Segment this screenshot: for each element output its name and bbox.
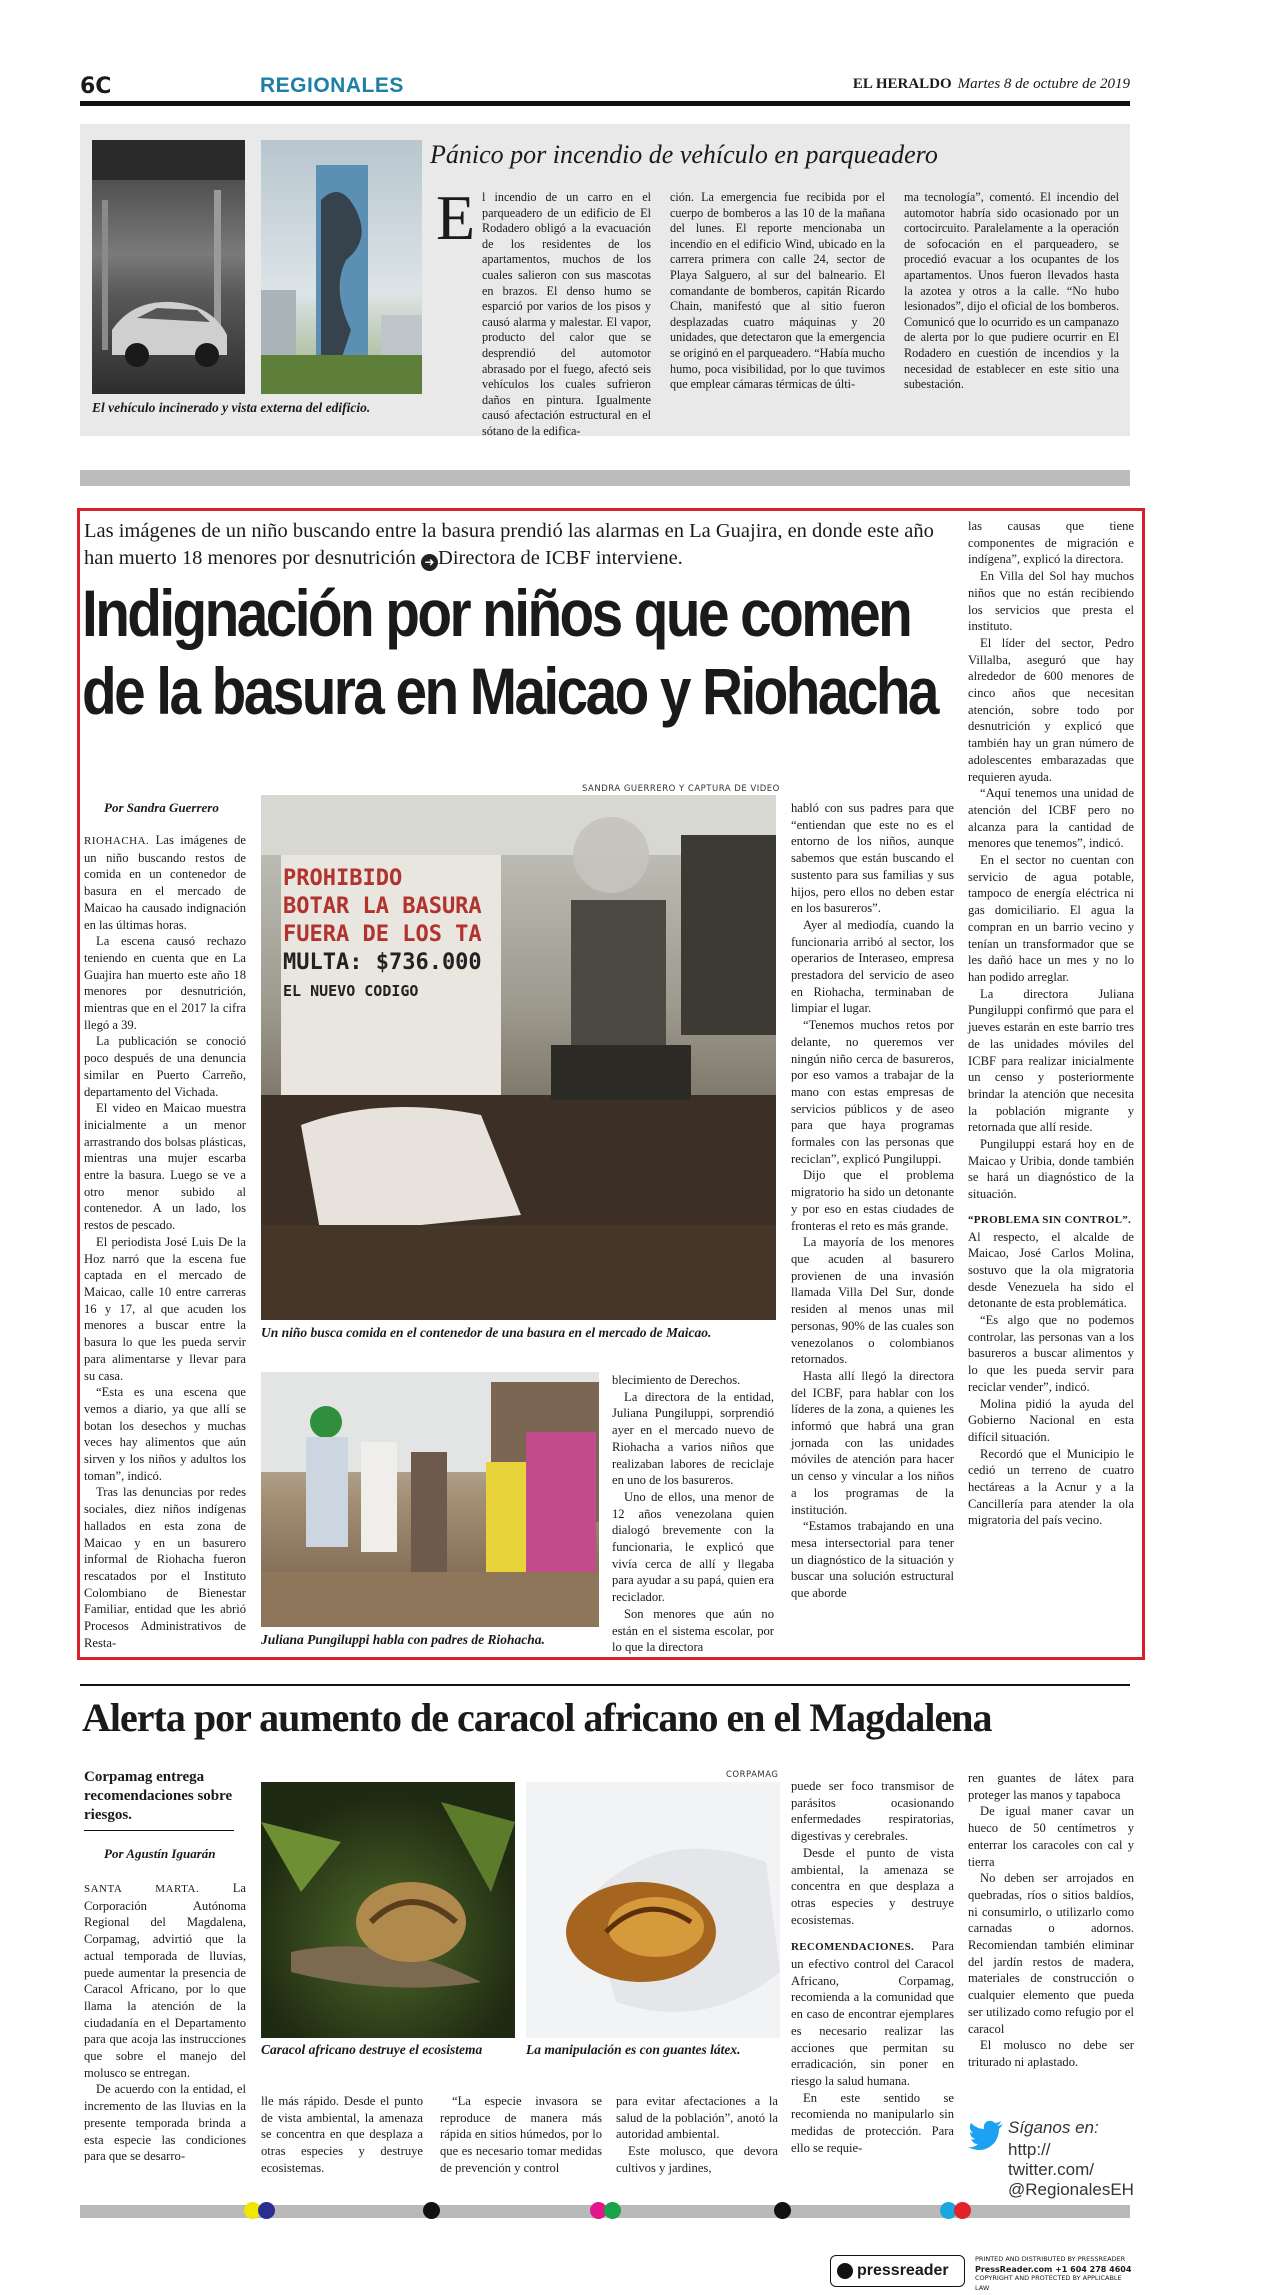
main-kicker xyxy=(84,518,954,572)
snail-hand-photo xyxy=(526,1782,780,2038)
snail-column-4 xyxy=(616,2093,778,2200)
main-para: Molina pidió la ayuda del Gobierno Nacional en esta difícil situación. xyxy=(968,1396,1134,1444)
snail-para: De acuerdo con la entidad, el incremento de las lluvias en la presente temporada brinda a esta especie las condiciones para que se desarro- xyxy=(84,2082,246,2164)
snail-para: puede ser foco transmisor de parásitos ocasionando enfermedades respiratorias, digestivas y cerebrales. xyxy=(791,1779,954,1844)
director-photo-caption: Juliana Pungiluppi habla con padres de Riohacha. xyxy=(261,1632,545,1647)
dateline: SANTA MARTA. xyxy=(84,1883,200,1895)
fire-dropcap: E xyxy=(436,182,476,253)
snail-top-rule xyxy=(80,1684,1130,1686)
arrow-circle-icon: ➜ xyxy=(421,554,438,571)
snail-byline: Por Agustín Iguarán xyxy=(104,1846,216,1861)
sign-line: FUERA DE LOS TA xyxy=(283,922,482,947)
snail-deck-rule xyxy=(84,1830,234,1831)
main-para xyxy=(968,1211,1134,1229)
snail-column-2 xyxy=(261,2093,423,2200)
main-para: La directora Juliana Pungiluppi confirmó que para el jueves estarán en este barrio tres de las unidades móviles del ICBF para realizar inicialmente un censo y posteriormente brindar la atención que necesita la población migrante y retornada que allí reside. xyxy=(968,986,1134,1135)
fire-text: ción. La emergencia fue recibida por el cuerpo de bomberos a las 10 de la mañana del lunes. El reporte mencionaba un incendio en el edificio Wind, ubicado en la carrera primera con calle 24, sector de Playa Salguero, al sur del balneario. El comandante de bomberos, capitán Ricardo Chain, manifestó que al sitio fueron desplazadas cuatro máquinas y 20 unidades, que detectaron que la emergencia se originó en el parqueadero. “Había mucho humo, poca visibilidad, por lo que tuvimos que emplear cámaras térmicas de últi- xyxy=(670,190,885,392)
main-para: La publicación se conoció poco después de una denuncia similar en Puerto Carreño, departamento del Vichada. xyxy=(84,1034,246,1099)
fire-story-title: Pánico por incendio de vehículo en parqueadero xyxy=(430,140,938,169)
main-para: “Aquí tenemos una unidad de atención del ICBF pero no alcanza para la cantidad de menores que tenemos”, indicó. xyxy=(968,786,1134,851)
main-text: Las imágenes de un niño buscando restos de comida en un contenedor de basura en el mercado de Maicao ha causado indignación en las últimas horas. xyxy=(84,833,246,932)
main-para: El periodista José Luis De la Hoz narró que la escena fue captada en el mercado de Maicao, calle 10 entre carreras 16 y 17, al que acuden los menores a buscar entre la basura lo que les pueda servir para alimentarse y llevar para su casa. xyxy=(84,1234,246,1383)
social-label: Síganos en: xyxy=(1008,2118,1099,2137)
page-header xyxy=(80,70,1130,106)
social-handle[interactable]: http:// twitter.com/ @RegionalesEH xyxy=(1008,2140,1134,2199)
main-para: El líder del sector, Pedro Villalba, aseguró que hay alrededor de 600 menores de cinco años que necesitan atención, sobre todo por desnutrición y explicó que también hay un gran número de adolescentes embarazadas que requieren ayuda. xyxy=(968,635,1134,784)
snail-para: No deben ser arrojados en quebradas, ríos o sitios baldíos, ni consumirlo, o utilizarlo como carnadas o adornos. Recomiendan también eliminar del jardín restos de madera, materiales de construcción o cualquier elemento que pueda ser utilizado como refugio por el caracol xyxy=(968,1871,1134,2036)
headline-line: de la basura en Maicao y Riohacha xyxy=(82,654,937,728)
main-headline xyxy=(82,574,937,730)
snail-column-6 xyxy=(968,1770,1134,2100)
legal-line: COPYRIGHT AND PROTECTED BY APPLICABLE LAW xyxy=(975,2274,1122,2292)
snail-para: El molusco no debe ser triturado ni aplastado. xyxy=(968,2038,1134,2069)
main-para xyxy=(84,832,246,933)
snail-caption-2: La manipulación es con guantes látex. xyxy=(526,2042,741,2057)
main-para: “Esta es una escena que vemos a diario, ya que allí se botan los desechos y muchas veces hay alimentos que aún sirven y los niños y adultos los toman”, indicó. xyxy=(84,1385,246,1483)
main-para: Uno de ellos, una menor de 12 años venezolana quien dialogó brevemente con la funcionaria, le explicó que vivía cerca de allí y llegaba para ayudar a su papá, quien era reciclador. xyxy=(612,1489,774,1605)
main-para: Son menores que aún no están en el sistema escolar, por lo que la directora xyxy=(612,1606,774,1655)
main-para: habló con sus padres para que “entiendan que este no es el entorno de los niños, aunque sabemos que están buscando el sustento para sus familias y sus hijos, pero ellos no deben estar en los basureros”. xyxy=(791,801,954,916)
snail-text: La Corporación Autónoma Regional del Magdalena, Corpamag, advirtió que la actual temporada de lluvias, puede aumentar la presencia de Caracol Africano, por lo que llama la atención de la ciudadanía en el Departamento para que acoja las instrucciones que sobre el manejo del molusco se entregan. xyxy=(84,1881,246,2080)
page-number: 6C xyxy=(80,74,112,99)
building-smoke-photo xyxy=(261,140,422,394)
sign-line: BOTAR LA BASURA xyxy=(283,894,482,919)
snail-para: Desde el punto de vista ambiental, la amenaza se concentra en que desplaza a otras especies y destruye ecosistemas. xyxy=(791,1845,954,1927)
main-para: “Estamos trabajando en una mesa intersectorial para tener un diagnóstico de la situación y buscar una solución estructural que aborde xyxy=(791,1519,954,1601)
main-column-3 xyxy=(791,800,954,1650)
snail-para: De igual maner cavar un hueco de 50 centímetros y enterrar los caracoles con cal y tierra xyxy=(968,1804,1134,1869)
fire-column-1 xyxy=(436,190,651,438)
snail-para: ren guantes de látex para proteger las manos y tapaboca xyxy=(968,1771,1134,1802)
registration-dot xyxy=(954,2202,971,2219)
main-para: La mayoría de los menores que acuden al basurero provienen de una invasión llamada Villa Del Sur, donde residen al menos unas mil personas, 90% de las cuales son venezolanos o colombianos retornados. xyxy=(791,1235,954,1367)
fire-column-3 xyxy=(904,190,1119,426)
main-para: El video en Maicao muestra inicialmente a un menor arrastrando dos bolsas plásticas, mientras una mujer escarba entre la basura. Luego se ve a otro menor subido al contenedor. A un lado, los restos de pescado. xyxy=(84,1101,246,1233)
main-para: Hasta allí llegó la directora del ICBF, para hablar con los líderes de la zona, a quienes les informó que habrá una gran jornada con las unidades móviles de atención para hacer un censo y vincular a los niños a los programas de la institución. xyxy=(791,1368,954,1517)
registration-dot xyxy=(604,2202,621,2219)
snail-column-1 xyxy=(84,1880,246,2200)
publication-name: EL HERALDO xyxy=(852,76,952,92)
legal-line: PRINTED AND DISTRIBUTED BY PRESSREADER xyxy=(975,2255,1126,2263)
snail-para: “La especie invasora se reproduce de manera más rápida en sitios húmedos, por lo que es necesario tomar medidas de prevención y control xyxy=(440,2094,602,2175)
legal-line: PressReader.com +1 604 278 4604 xyxy=(975,2264,1132,2274)
main-para: Recordó que el Municipio le cedió un terreno de cuatro hectáreas a la Acnur y a la Cancillería para atender la ola migratoria del país vecino. xyxy=(968,1446,1134,1528)
snail-para: Este molusco, que devora cultivos y jardines, xyxy=(616,2144,778,2175)
pressreader-legal xyxy=(975,2255,1135,2293)
kicker-text: Las imágenes de un niño buscando entre la basura prendió las alarmas en La Guajira, en donde este año han muerto 18 menores por desnutrición xyxy=(84,520,934,569)
main-para: las causas que tiene componentes de migración e indígena”, explicó la directora. xyxy=(968,519,1134,567)
main-para: blecimiento de Derechos. xyxy=(612,1373,741,1387)
snail-deck: Corpamag entrega recomendaciones sobre riesgos. xyxy=(84,1769,233,1823)
fire-text: l incendio de un carro en el parqueadero de un edificio de El Rodadero obligó a la evacuación de los residentes de los apartamentos, muchos de los cuales salieron con sus mascotas en brazos. El denso humo se esparció por varios de los pisos y causó alarma y malestar. El vapor, producto del calor que se desprendió del automotor abrasado por el fuego, afectó seis vehículos los cuales sufrieron daños en pintura. Igualmente causó afectación estructural en el sótano de la edifica- xyxy=(482,190,651,438)
snail-caption-1: Caracol africano destruye el ecosistema xyxy=(261,2042,483,2057)
main-para: Tras las denuncias por redes sociales, diez niños indígenas hallados en esta zona de Maicao y en un basurero informal de Riohacha fueron rescatados por el Instituto Colombiano de Bienestar Familiar, entidad que les abrió Procesos Administrativos de Resta- xyxy=(84,1485,246,1650)
main-column-1 xyxy=(84,832,246,1650)
director-parents-photo xyxy=(261,1372,599,1627)
registration-dot xyxy=(423,2202,440,2219)
kicker-tail: Directora de ICBF interviene. xyxy=(438,547,683,569)
main-para: Pungiluppi estará hoy en de Maicao y Uribia, donde también se hará un diagnóstico de la situación. xyxy=(968,1137,1134,1202)
pressreader-brand xyxy=(830,2252,1130,2290)
main-byline: Por Sandra Guerrero xyxy=(104,800,219,815)
registration-dot xyxy=(258,2202,275,2219)
snail-column-5 xyxy=(791,1778,954,2200)
sign-line: EL NUEVO CODIGO xyxy=(283,982,419,1000)
publication-info xyxy=(853,76,1130,93)
sign-line: PROHIBIDO xyxy=(283,866,403,891)
fire-text: ma tecnología”, comentó. El incendio del automotor habría sido ocasionado por un cortocircuito. Paralelamente a la operación de sofocación en el parqueadero, se procedió evacuar a los ocupantes de los apartamentos. Unos fueron llevados hasta la azotea y otros a la calle. “No hubo lesionados”, dijo el oficial de los bomberos. Comunicó que lo ocurrido es un campanazo de alerta por lo que pudiere ocurrir en El Rodadero en cuestión de incendios y la necesidad de establecer en este sitio una subestación. xyxy=(904,190,1119,392)
main-para: Al respecto, el alcalde de Maicao, José Carlos Molina, sostuvo que la ola migratoria desde Venezuela ha sido el detonante de esta problemática. xyxy=(968,1229,1134,1311)
snail-leaf-photo xyxy=(261,1782,515,2038)
subhead: “PROBLEMA SIN CONTROL”. xyxy=(968,1213,1132,1226)
main-para: “Es algo que no podemos controlar, las personas van a los basureros a buscar alimentos y lo que les pueda servir para reciclar vender”, indicó. xyxy=(968,1313,1134,1394)
pressreader-icon xyxy=(837,2263,853,2279)
section-name: REGIONALES xyxy=(260,74,404,97)
headline-line: Indignación por niños que comen xyxy=(82,576,911,650)
snail-photo-credit: CORPAMAG xyxy=(726,1770,779,1780)
registration-dot xyxy=(774,2202,791,2219)
pressreader-logo-text: pressreader xyxy=(857,2262,949,2279)
main-column-2 xyxy=(612,1372,774,1655)
subhead: RECOMENDACIONES. xyxy=(791,1941,915,1954)
burned-car-photo xyxy=(92,140,245,394)
main-para: La directora de la entidad, Juliana Pungiluppi, sorprendió ayer en el mercado nuevo de Riohacha a varios niños que realizaban labores de reciclaje en uno de los basureros. xyxy=(612,1389,774,1488)
section-separator xyxy=(80,470,1130,486)
fire-photo-caption: El vehículo incinerado y vista externa del edificio. xyxy=(92,400,371,415)
snail-para xyxy=(84,1880,246,2081)
sign-line: MULTA: $736.000 xyxy=(283,950,482,975)
main-para: Dijo que el problema migratorio ha sido un detonante y por eso en estas ciudades de fronteras el reto es más grande. xyxy=(791,1168,954,1233)
snail-text: Para un efectivo control del Caracol Africano, Corpamag, recomienda a la comunidad que en caso de encontrar ejemplares es necesario realizar las acciones que permitan su erradicación, sin poner en riesgo la salud humana. xyxy=(791,1939,954,2088)
prohibited-sign xyxy=(283,865,498,1005)
main-column-4 xyxy=(968,518,1134,1650)
main-photo-credit: SANDRA GUERRERO Y CAPTURA DE VIDEO xyxy=(582,784,780,794)
main-para: En Villa del Sol hay muchos niños que no están recibiendo los servicios que presta el instituto. xyxy=(968,569,1134,634)
snail-para: lle más rápido. Desde el punto de vista ambiental, la amenaza se concentra en que desplaza a otras especies y destruye ecosistemas. xyxy=(261,2094,423,2175)
snail-headline: Alerta por aumento de caracol africano en el Magdalena xyxy=(82,1695,992,1740)
snail-para: para evitar afectaciones a la salud de la población”, anotó la autoridad ambiental. xyxy=(616,2094,778,2142)
pressreader-badge xyxy=(830,2255,965,2287)
main-para: “Tenemos muchos retos por delante, no queremos ver ningún niño cerca de basureros, por eso vamos a trabajar de la mano con estas empresas de servicios públicos y de aseo para que haya programas formales con las personas que reciclan”, explicó Pungiluppi. xyxy=(791,1018,954,1166)
twitter-icon xyxy=(968,2120,1004,2150)
snail-para xyxy=(791,1938,954,2089)
snail-column-3 xyxy=(440,2093,602,2200)
dateline: RIOHACHA. xyxy=(84,835,150,847)
main-photo-caption: Un niño busca comida en el contenedor de una basura en el mercado de Maicao. xyxy=(261,1325,712,1340)
main-para: La escena causó rechazo teniendo en cuenta que en La Guajira han muerto este año 18 menores por desnutrición, mientras que en el 2017 la cifra llegó a 39. xyxy=(84,934,246,1032)
snail-para: En este sentido se recomienda no manipularlo sin medidas de protección. Para ello se requie- xyxy=(791,2090,954,2155)
main-para: Ayer al mediodía, cuando la funcionaria arribó al sector, los operarios de Interaseo, empresa prestadora del servicio de aseo en Riohacha, terminaban de limpiar el lugar. xyxy=(791,917,954,1016)
child-garbage-photo xyxy=(261,795,776,1320)
fire-column-2 xyxy=(670,190,885,426)
main-para: En el sector no cuentan con servicio de agua potable, tampoco de energía eléctrica ni gas domiciliario. El agua la compran en un barrio vecino y tenían un transformador que se les dañó hace un mes y no lo han podido arreglar. xyxy=(968,853,1134,984)
issue-date: Martes 8 de octubre de 2019 xyxy=(957,76,1130,92)
